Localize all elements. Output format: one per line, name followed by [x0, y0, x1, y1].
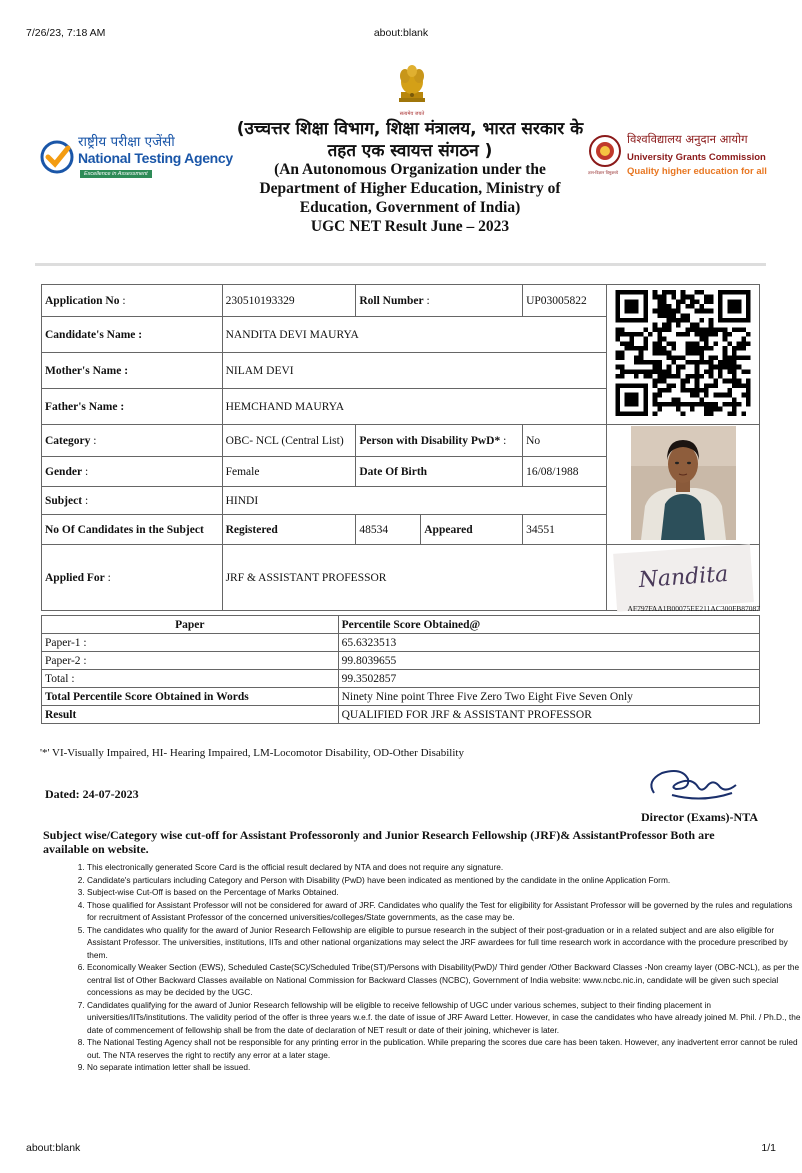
print-page-number: 1/1: [761, 1142, 776, 1154]
list-item: 9. No separate intimation letter shall be issued.: [87, 1061, 801, 1074]
table-row: [42, 706, 760, 724]
roll-number-label: Roll Number :: [356, 285, 523, 317]
candidates-count-label: No Of Candidates in the Subject: [42, 515, 223, 545]
ugc-logo-hindi: विश्वविद्यालय अनुदान आयोग: [627, 132, 748, 146]
score-words-value: Ninety Nine point Three Five Zero Two Eight Five Seven Only: [338, 688, 759, 706]
qr-code-cell: [607, 285, 760, 425]
table-row: [42, 634, 760, 652]
table-row: [42, 652, 760, 670]
father-name-value: HEMCHAND MAURYA: [222, 389, 606, 425]
pwd-value: No: [523, 425, 607, 457]
paper-score: 65.6323513: [338, 634, 759, 652]
result-label: Result: [42, 706, 339, 724]
national-emblem: [395, 62, 429, 117]
disability-footnote: '*' VI-Visually Impaired, HI- Hearing Impaired, LM-Locomotor Disability, OD-Other Disability: [40, 747, 464, 759]
list-item: 5. The candidates who qualify for the award of Junior Research Fellowship are eligible to pursue research in the subject of their post-graduation or in a related subject and are also eligible for Assistant Professor. The universities, institutions, IITs and other national organizations may select the JRF awardees for full time research work in accordance with the procedure prescribed by them.: [87, 924, 801, 962]
registered-value: 48534: [356, 515, 421, 545]
document-hash: AF797FAA1B00075EE211AC300FB87087: [627, 604, 760, 613]
table-row: [42, 425, 760, 457]
application-no-label: Application No :: [42, 285, 223, 317]
candidate-name-value: NANDITA DEVI MAURYA: [222, 317, 606, 353]
registered-label: Registered: [222, 515, 356, 545]
appeared-value: 34551: [523, 515, 607, 545]
signature-cell: [607, 545, 760, 611]
qr-code-icon: [615, 290, 751, 416]
father-name-label: Father's Name :: [42, 389, 223, 425]
score-table: [41, 615, 760, 724]
dated: Dated: 24-07-2023: [45, 787, 139, 801]
result-value: QUALIFIED FOR JRF & ASSISTANT PROFESSOR: [338, 706, 759, 724]
applied-for-value: JRF & ASSISTANT PROFESSOR: [222, 545, 606, 611]
subject-label: Subject :: [42, 487, 223, 515]
cutoff-heading: Subject wise/Category wise cut-off for Assistant Professoronly and Junior Research Fellowship (JRF)& AssistantProfessor Both are available on website.: [43, 828, 715, 856]
emblem-icon: [395, 62, 429, 106]
candidate-details-table: [41, 284, 760, 611]
ugc-seal-caption: ज्ञान-विज्ञान विमुक्तये: [588, 170, 619, 175]
category-label: Category :: [42, 425, 223, 457]
table-row: [42, 616, 760, 634]
candidate-name-label: Candidate's Name :: [42, 317, 223, 353]
print-page-title: about:blank: [373, 27, 429, 39]
list-item: 2. Candidate's particulars including Category and Person with Disability (PwD) have been indicated as mentioned by the candidate in the online Application Form.: [87, 874, 801, 887]
roll-number-value: UP03005822: [523, 285, 607, 317]
list-item: 1. This electronically generated Score Card is the official result declared by NTA and does not require any signature.: [87, 861, 801, 874]
table-row: [42, 688, 760, 706]
col-header-paper: Paper: [42, 616, 339, 634]
notes-list: [47, 861, 801, 1074]
mother-name-value: NILAM DEVI: [222, 353, 606, 389]
paper-label: Paper-2 :: [42, 652, 339, 670]
ugc-seal-icon: [588, 134, 622, 168]
print-datetime: 7/26/23, 7:18 AM: [26, 27, 106, 39]
dob-value: 16/08/1988: [523, 457, 607, 487]
list-item: 4. Those qualified for Assistant Professor will not be considered for award of JRF. Candidates who qualify the Test for eligibility for Assistant Professor will be governed by the rules and regulations for recruitment of Assistant Professor of the concerned universities/colleges/State governments, as the case may be.: [87, 899, 801, 924]
english-title-line: Department of Higher Education, Ministry of: [259, 180, 561, 197]
list-item: 7. Candidates qualifying for the award of Junior Research fellowship will be eligible to receive fellowship of UGC under various schemes, subject to their finding placement in universities/IITs/institutions. The validity period of the offer is three years w.e.f. the date of issue of JRF Award Letter. However, in case the candidates who have already joined M. Phil. / Ph.D., the date of commencement of fellowship shall be from the date of declaration of NET result or date of their joining, whichever is later.: [87, 999, 801, 1037]
paper-label: Paper-1 :: [42, 634, 339, 652]
gender-label: Gender :: [42, 457, 223, 487]
nta-logo-tagline: Excellence in Assessment: [80, 170, 152, 178]
application-no-value: 230510193329: [222, 285, 356, 317]
director-signature: [642, 763, 742, 807]
english-title: [230, 160, 590, 236]
hindi-title: (उच्चत्तर शिक्षा विभाग, शिक्षा मंत्रालय, भारत सरकार के तहत एक स्वायत्त संगठन ): [236, 119, 584, 161]
appeared-label: Appeared: [421, 515, 523, 545]
score-words-label: Total Percentile Score Obtained in Words: [42, 688, 339, 706]
ugc-logo: [588, 132, 767, 184]
print-url: about:blank: [26, 1142, 81, 1154]
english-title-line: (An Autonomous Organization under the: [274, 161, 546, 178]
nta-check-icon: [40, 140, 74, 174]
ugc-logo-english: University Grants Commission: [627, 152, 766, 163]
gender-value: Female: [222, 457, 356, 487]
total-score: 99.3502857: [338, 670, 759, 688]
emblem-caption: सत्यमेव जयते: [399, 111, 425, 117]
list-item: 8. The National Testing Agency shall not be responsible for any printing error in the publication. While preparing the scores due care has been taken. However, any inadvertent error cannot be ruled out. The NTA reserves the right to rectify any error at a later stage.: [87, 1036, 801, 1061]
exam-title: UGC NET Result June – 2023: [310, 218, 510, 235]
nta-logo-english: National Testing Agency: [78, 150, 233, 166]
photo-cell: [607, 425, 760, 545]
table-row: [42, 545, 760, 611]
english-title-line: Education, Government of India): [299, 199, 521, 216]
nta-logo-hindi: राष्ट्रीय परीक्षा एजेंसी: [78, 134, 175, 150]
subject-value: HINDI: [222, 487, 606, 515]
table-row: [42, 670, 760, 688]
header-divider: [35, 263, 766, 266]
applied-for-label: Applied For :: [42, 545, 223, 611]
table-row: [42, 285, 760, 317]
category-value: OBC- NCL (Central List): [222, 425, 356, 457]
dob-label: Date Of Birth: [356, 457, 523, 487]
candidate-signature: Nandita: [613, 544, 754, 611]
total-label: Total :: [42, 670, 339, 688]
list-item: 6. Economically Weaker Section (EWS), Scheduled Caste(SC)/Scheduled Tribe(ST)/Persons with Disability(PwD)/ Third gender /Other Backward Classes -Non creamy layer (OBC-NCL), as per the central list of Other Backward Classes available on National Commission for Backward Classes (NCBC), Government of India website: www.ncbc.nic.in, candidate will be given such special concessions as may be decided by the UGC.: [87, 961, 801, 999]
ugc-logo-tagline: Quality higher education for all: [627, 166, 767, 177]
mother-name-label: Mother's Name :: [42, 353, 223, 389]
candidate-photo: [631, 426, 736, 540]
paper-score: 99.8039655: [338, 652, 759, 670]
col-header-score: Percentile Score Obtained@: [338, 616, 759, 634]
list-item: 3. Subject-wise Cut-Off is based on the Percentage of Marks Obtained.: [87, 886, 801, 899]
pwd-label: Person with Disability PwD* :: [356, 425, 523, 457]
nta-logo: [40, 132, 240, 184]
director-title: Director (Exams)-NTA: [641, 810, 758, 824]
